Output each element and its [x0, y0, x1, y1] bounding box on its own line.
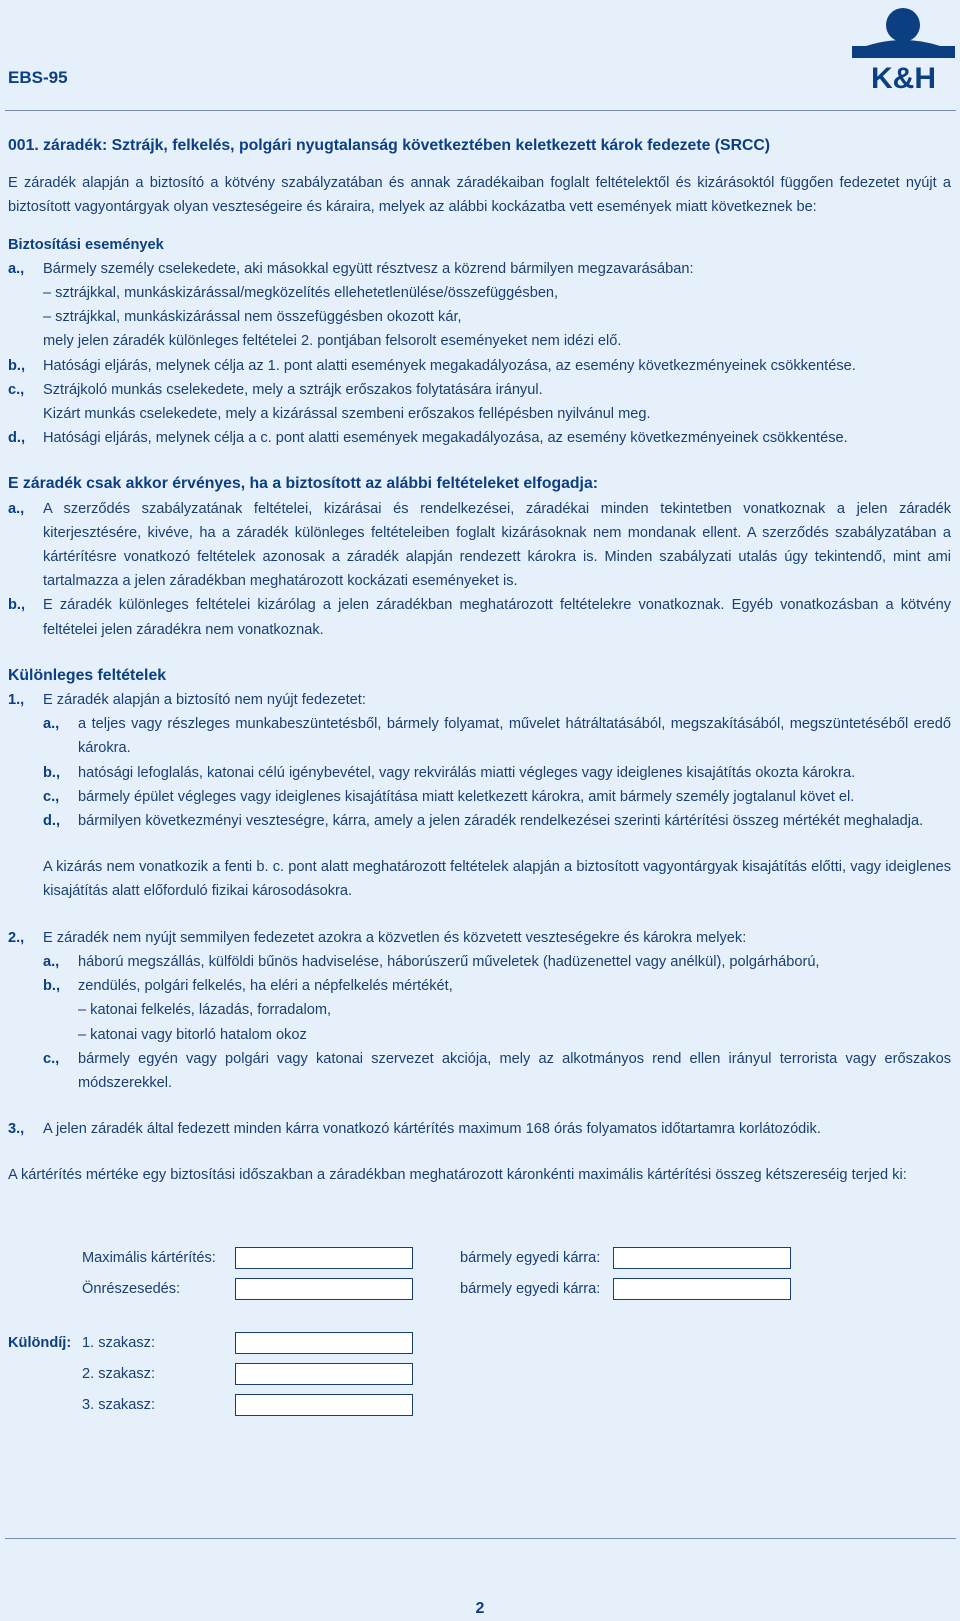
item-label: c., [43, 788, 60, 805]
item-label: d., [8, 430, 26, 447]
item-text: E záradék alapján a biztosító nem nyújt fedezetet: [43, 692, 366, 709]
item-label: a., [43, 716, 60, 733]
document-body [8, 134, 951, 1188]
special-item-2 [8, 926, 951, 950]
item-text: zendülés, polgári felkelés, ha eléri a népfelkelés mértékét, [78, 978, 453, 995]
item-text: Bármely személy cselekedete, aki másokkal együtt résztvesz a közrend bármilyen megzavarásában: [43, 260, 694, 277]
item-label: a., [8, 260, 25, 277]
special-item-2b [8, 974, 951, 998]
item-text: bármely egyén vagy polgári vagy katonai szervezet akciója, mely az alkotmányos rend ellen irányul terrorista vagy erőszakos módszerekkel. [78, 1050, 951, 1091]
special-item-1b [8, 761, 951, 785]
item-label: d., [43, 813, 61, 830]
item-label: a., [43, 953, 60, 970]
item-label: a., [8, 500, 25, 517]
special-item-2a [8, 950, 951, 974]
dash-item: – sztrájkkal, munkáskizárással/megközelítés ellehetetlenülése/összefüggésben, [43, 285, 559, 302]
validity-heading: E záradék csak akkor érvényes, ha a biztosított az alábbi feltételeket elfogadja: [8, 475, 598, 493]
special-heading: Különleges feltételek [8, 666, 167, 684]
event-item-a [8, 257, 951, 281]
item-label: c., [43, 1050, 60, 1067]
item-text: E záradék nem nyújt semmilyen fedezetet azokra a közvetlen és közvetett veszteségekre és károkra melyek: [43, 929, 747, 946]
item-text: A szerződés szabályzatának feltételei, kizárásai és rendelkezései, záradékai minden tekintetben vonatkoznak a jelen záradék kiterjesztésére, kivéve, ha a záradék különleges feltételeiben foglalt kizárásoknak nem mondanak ellent. A szerződés szabályzatában a kártérítésre vonatkozó feltételek azonosak a záradék alapján rendezett károkra is. Minden szabályzati utalás úgy tekintendő, mint ami tartalmazza a jelen záradékban meghatározott kockázati eseményeket is. [43, 500, 951, 590]
item-text: Hatósági eljárás, melynek célja az 1. pont alatti események megakadályozása, az esemény következményeinek csökkentése. [43, 357, 856, 374]
item-label: b., [43, 978, 61, 995]
item-text: Sztrájkoló munkás cselekedete, mely a sztrájk erőszakos folytatására irányul. [43, 381, 543, 398]
item-label: b., [43, 764, 61, 781]
item-label: 2., [8, 929, 25, 946]
max-per-claim-field[interactable] [613, 1247, 791, 1269]
item-text: bármely épület végleges vagy ideiglenes kisajátítása miatt keletkezett károkra, amit bármely személy jogtalanul követ el. [78, 788, 855, 805]
special-item-1c [8, 785, 951, 809]
header-divider [5, 110, 956, 111]
deductible-per-claim-label: bármely egyedi kárra: [460, 1281, 601, 1297]
validity-item-b [8, 593, 951, 641]
surcharge-label: Különdíj: [8, 1335, 72, 1351]
section-1-label: 1. szakasz: [82, 1335, 155, 1351]
max-compensation-label: Maximális kártérítés: [82, 1250, 216, 1266]
deductible-per-claim-field[interactable] [613, 1278, 791, 1300]
special-item-1d [8, 809, 951, 833]
deductible-field[interactable] [235, 1278, 413, 1300]
item-text: bármilyen következményi veszteségre, kárra, amely a jelen záradék rendelkezései szerinti kártérítési összeg mértékét meghaladja. [78, 813, 924, 830]
item-text: hatósági lefoglalás, katonai célú igénybevétel, vagy rekvirálás miatti végleges vagy ideiglenes kisajátítás okozta károkra. [78, 764, 856, 781]
item-text: háború megszállás, külföldi bűnös hadviselése, háborúszerű műveletek (hadüzenettel vagy anélkül), polgárháború, [78, 953, 820, 970]
exclusion-note: A kizárás nem vonatkozik a fenti b. c. pont alatt meghatározott feltételek alapján a biztosított vagyontárgyak kisajátítás előtti, vagy ideiglenes kisajátítás alatt előforduló fizikai károsodásokra. [43, 859, 951, 900]
item-label: c., [8, 381, 25, 398]
events-heading: Biztosítási események [8, 236, 164, 253]
page-number: 2 [475, 1600, 485, 1617]
kh-logo-icon [852, 6, 955, 90]
item-text: a teljes vagy részleges munkabeszüntetésből, bármely folyamat, művelet hátráltatásából, megszakításából, megszüntetéséből eredő károkra. [78, 716, 951, 757]
deductible-label: Önrészesedés: [82, 1281, 181, 1297]
item-label: b., [8, 597, 26, 614]
special-item-3 [8, 1117, 951, 1141]
special-item-1a [8, 712, 951, 760]
event-item-b [8, 354, 951, 378]
dash-item: – katonai vagy bitorló hatalom okoz [78, 1026, 307, 1043]
dash-item: – sztrájkkal, munkáskizárással nem összefüggésben okozott kár, [43, 309, 462, 326]
clause-title: 001. záradék: Sztrájk, felkelés, polgári nyugtalanság következtében keletkezett károk fedezete (SRCC) [8, 137, 771, 154]
section-2-field[interactable] [235, 1363, 413, 1385]
item-text: E záradék különleges feltételei kizárólag a jelen záradékban meghatározott feltételekre vonatkoznak. Egyéb vonatkozásban a kötvény feltételei jelen záradékra nem vonatkoznak. [43, 597, 951, 638]
intro-paragraph: E záradék alapján a biztosító a kötvény szabályzatában és annak záradékaiban foglalt feltételektől és kizárásoktól függően fedezetet nyújt a biztosított vagyontárgyak olyan veszteségeire és káraira, melyek az alábbi kockázatba vett események miatt következnek be: [8, 175, 951, 216]
item-continuation: Kizárt munkás cselekedete, mely a kizárással szembeni erőszakos fellépésben nyilvánul meg. [43, 406, 651, 423]
dash-item: – katonai felkelés, lázadás, forradalom, [78, 1002, 332, 1019]
footer-divider [5, 1538, 956, 1539]
item-label: 3., [8, 1121, 25, 1138]
section-3-label: 3. szakasz: [82, 1397, 155, 1413]
section-2-label: 2. szakasz: [82, 1366, 155, 1382]
item-label: 1., [8, 692, 25, 709]
max-per-claim-label: bármely egyedi kárra: [460, 1250, 601, 1266]
coverage-form [8, 1241, 951, 1431]
special-item-1 [8, 688, 951, 712]
document-code: EBS-95 [8, 68, 68, 87]
limit-paragraph: A kártérítés mértéke egy biztosítási időszakban a záradékban meghatározott káronkénti maximális kártérítési összeg kétszereséig terjed ki: [8, 1167, 907, 1184]
section-1-field[interactable] [235, 1332, 413, 1354]
validity-item-a [8, 497, 951, 594]
event-item-d [8, 426, 951, 450]
max-compensation-field[interactable] [235, 1247, 413, 1269]
item-text: A jelen záradék által fedezett minden kárra vonatkozó kártérítés maximum 168 órás folyamatos időtartamra korlátozódik. [43, 1121, 821, 1138]
event-item-c [8, 378, 951, 402]
section-3-field[interactable] [235, 1394, 413, 1416]
item-continuation: mely jelen záradék különleges feltételei 2. pontjában felsorolt eseményeket nem idézi elő. [43, 333, 622, 350]
logo-text: K&H [871, 62, 936, 90]
item-text: Hatósági eljárás, melynek célja a c. pont alatti események megakadályozása, az esemény következményeinek csökkentése. [43, 430, 848, 447]
special-item-2c [8, 1047, 951, 1095]
item-label: b., [8, 357, 26, 374]
